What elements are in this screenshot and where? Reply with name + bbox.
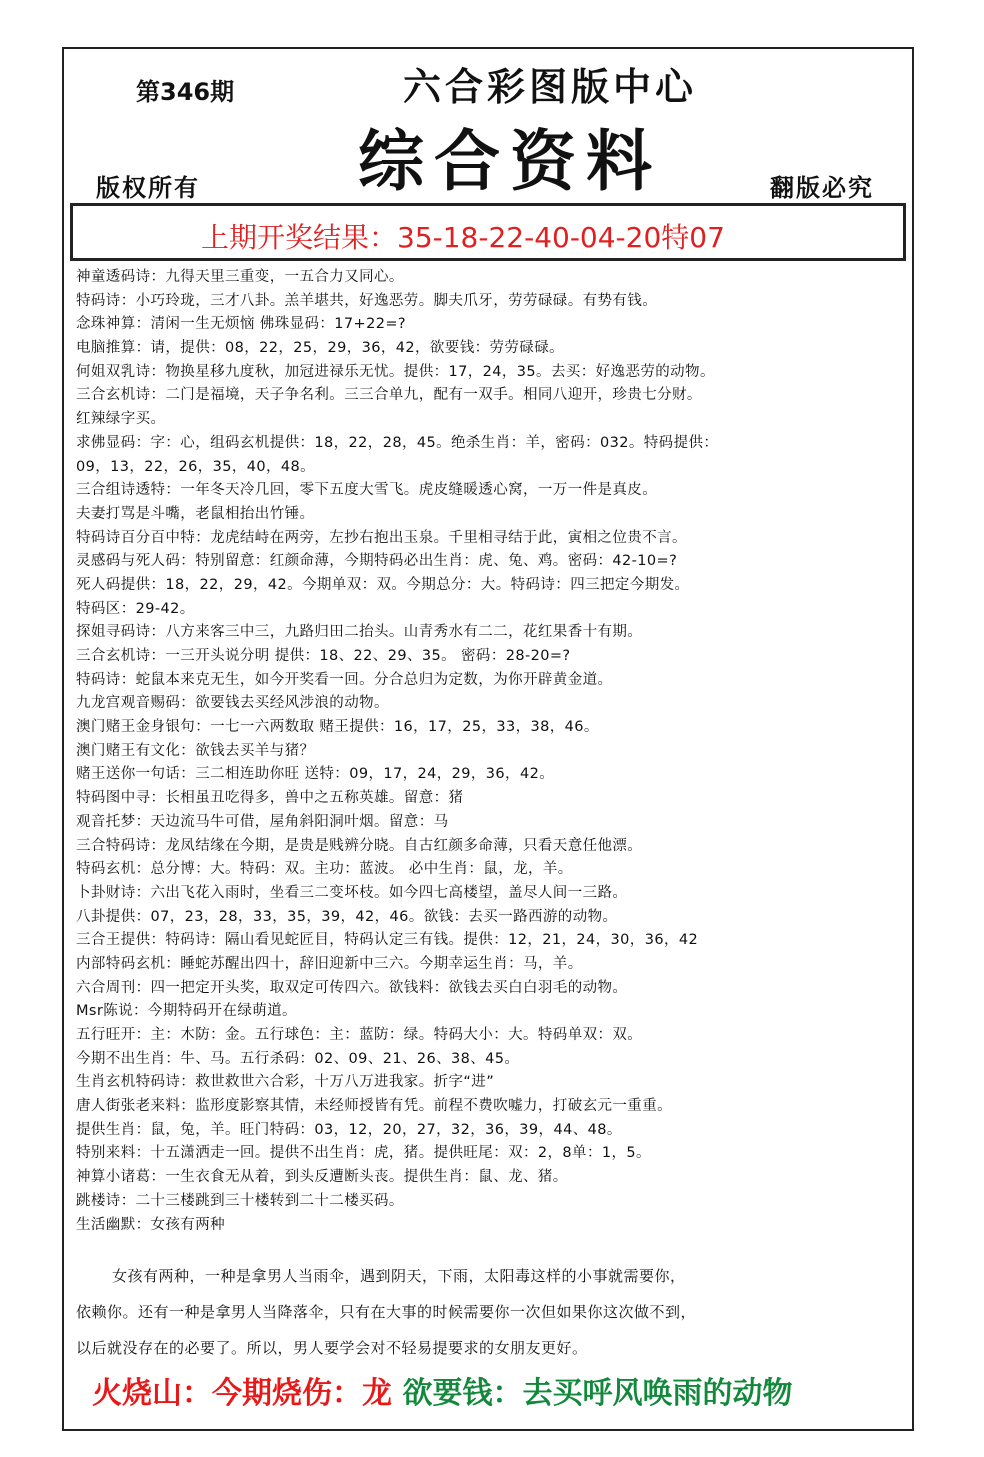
info-line: 特别来料：十五潇洒走一回。提供不出生肖：虎，猪。提供旺尾：双：2，8单：1，5。 [76,1145,651,1162]
info-line: 五行旺开：主：木防：金。五行球色：主：蓝防：绿。特码大小：大。特码单双：双。 [76,1027,643,1043]
info-line: 六合周刊：四一把定开头奖，取双定可传四六。欲钱料：欲钱去买白白羽毛的动物。 [76,979,628,996]
info-line: 神童透码诗：九得天里三重变，一五合力又同心。 [76,269,404,285]
info-line: 特码区：29-42。 [76,600,195,617]
info-line: 八卦提供：07，23，28，33，35，39，42，46。欲钱：去买一路西游的动物。 [76,908,618,925]
info-line: 唐人街张老来料：监形度影察其情，未经师授皆有凭。前程不费吹嘘力，打破玄元一重重。 [76,1098,672,1115]
info-line: 夫妻打骂是斗嘴，老鼠相抬出竹锤。 [76,505,315,522]
info-line: Msr陈说：今期特码开在绿萌道。 [76,1003,297,1020]
last-result: 上期开奖结果：35-18-22-40-04-20特07 [201,221,725,254]
story-line: 依赖你。还有一种是拿男人当降落伞，只有在大事的时候需要你一次但如果你这次做不到， [76,1303,697,1321]
info-line: 跳楼诗：二十三楼跳到三十楼转到二十二楼买码。 [76,1192,404,1209]
info-line: 灵感码与死人码：特别留意：红颜命薄，今期特码必出生肖：虎、兔、鸡。密码：42-10=? [76,553,678,570]
result-box [70,203,906,261]
info-line: 神算小诸葛：一生衣食无从着，到头反遭断头丧。提供生肖：鼠、龙、猪。 [76,1169,568,1186]
info-line: 三合玄机诗：一三开头说分明 提供：18、22、29、35。 密码：28-20=? [76,648,571,664]
info-line: 特码玄机：总分博：大。特码：双。主功：蓝波。 必中生肖：鼠，龙，羊。 [76,861,573,878]
piracy-tag: 翻版必究 [770,174,874,202]
info-line: 红辣绿字买。 [76,411,166,428]
footer-part-green: 欲要钱：去买呼风唤雨的动物 [402,1376,793,1411]
footer-banner [92,1368,792,1412]
info-line: 赌王送你一句话：三二相连助你旺 送特：09，17，24，29，36，42。 [76,766,555,783]
info-line: 澳门赌王金身银句：一七一六两数取 赌王提供：16，17，25，33，38，46。 [76,719,599,736]
info-line: 特码诗百分百中特：龙虎结峙在两旁，左抄右抱出玉泉。千里相寻结于此，寅相之位贵不言。 [76,529,687,546]
info-line: 特码诗：蛇鼠本来克无生，如今开奖看一回。分合总归为定数，为你开辟黄金道。 [76,671,613,688]
info-line: 念珠神算：清闲一生无烦恼 佛珠显码：17+22=? [76,316,407,333]
main-title: 综合资料 [358,122,662,200]
info-line: 09，13，22，26，35，40，48。 [76,458,316,475]
info-line: 何姐双乳诗：物换星移九度秋，加冠进禄乐无忧。提供：17，24，35。去买：好逸恶劳的动物。 [76,363,715,380]
info-line: 特码图中寻：长相虽丑吃得多，兽中之五称英雄。留意：猪 [76,790,464,807]
info-line: 死人码提供：18，22，29，42。今期单双：双。今期总分：大。特码诗：四三把定今期发。 [76,576,690,593]
info-lines [76,266,906,1237]
info-line: 提供生肖：鼠，兔，羊。旺门特码：03，12，20，27，32，36，39，44、48。 [76,1121,622,1138]
info-line: 电脑推算：请，提供：08，22，25，29，36，42，欲要钱：劳劳碌碌。 [76,340,565,357]
info-line: 观音托梦：天边流马牛可借，屋角斜阳洞叶烟。留意：马 [76,813,449,830]
info-line: 三合玄机诗：二门是福境，天子争名利。三三合单九，配有一双手。相同八迎开，珍贵七分财。 [76,387,702,404]
center-title: 六合彩图版中心 [402,65,697,109]
info-line: 三合组诗透特：一年冬天冷几回，零下五度大雪飞。虎皮缝暖透心窝，一万一件是真皮。 [76,482,658,499]
info-line: 内部特码玄机：睡蛇苏醒出四十，辞旧迎新中三六。今期幸运生肖：马，羊。 [76,955,583,972]
info-line: 探姐寻码诗：八方来客三中三，九路归田二抬头。山青秀水有二二，花红果香十有期。 [76,624,643,641]
info-line: 澳门赌王有文化：欲钱去买羊与猪？ [76,742,315,759]
story-line: 以后就没存在的必要了。所以，男人要学会对不轻易提要求的女朋友更好。 [76,1339,588,1357]
copyright-tag: 版权所有 [96,174,200,202]
story-block [76,1258,906,1366]
story-line: 女孩有两种，一种是拿男人当雨伞，遇到阴天，下雨，太阳毒这样的小事就需要你， [112,1267,686,1285]
info-line: 三合特码诗：龙凤结缘在今期，是贵是贱辨分晓。自古红颜多命薄，只看天意任他漂。 [76,837,643,854]
issue-number: 第346期 [136,78,235,106]
info-line: 特码诗：小巧玲珑，三才八卦。羔羊堪共，好逸恶劳。脚夫爪牙，劳劳碌碌。有势有钱。 [76,292,658,309]
info-line: 今期不出生肖：牛、马。五行杀码：02、09、21、26、38、45。 [76,1050,520,1067]
info-line: 求佛显码：字：心，组码玄机提供：18，22，28，45。绝杀生肖：羊，密码：032。特码提供： [76,434,719,451]
info-line: 生肖玄机特码诗：救世救世六合彩，十万八万进我家。折字“进” [76,1074,495,1091]
info-line: 卜卦财诗：六出飞花入雨时，坐看三二变坏枝。如今四七高楼望，盖尽人间一三路。 [76,884,628,901]
info-line: 生活幽默：女孩有两种 [76,1216,225,1233]
info-line: 九龙宫观音赐码：欲要钱去买经风涉浪的动物。 [76,695,389,712]
info-line: 三合王提供：特码诗：隔山看见蛇匠目，特码认定三有钱。提供：12，21，24，30，36，42 [76,932,699,949]
footer-part-red: 火烧山：今期烧伤：龙 [92,1376,392,1411]
